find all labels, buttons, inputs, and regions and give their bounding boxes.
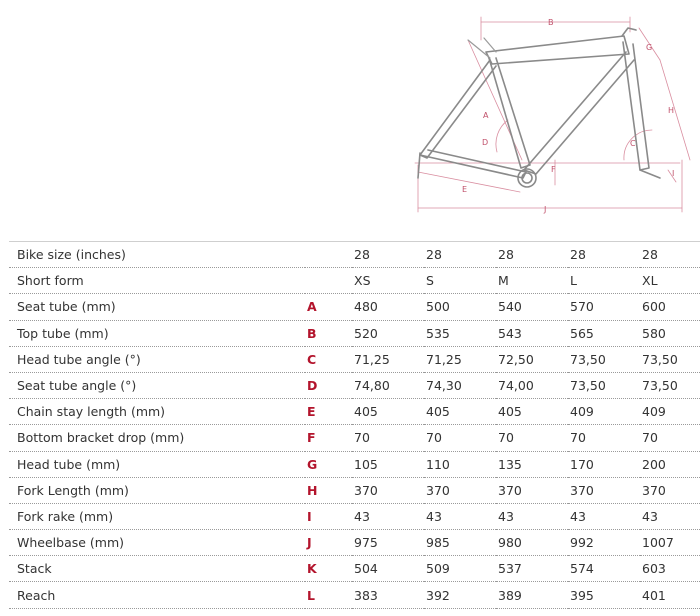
dim-label-a: A [483, 111, 489, 120]
row-label: Head tube (mm) [9, 451, 305, 477]
cell-value: 509 [424, 556, 496, 582]
cell-value: 401 [640, 582, 700, 608]
cell-value: 43 [568, 503, 640, 529]
row-label: Seat tube (mm) [9, 294, 305, 320]
row-code [305, 268, 352, 294]
cell-value: 73,50 [568, 346, 640, 372]
dim-label-f: F [551, 165, 556, 174]
table-row [9, 451, 700, 477]
dim-label-i: I [672, 169, 675, 178]
table-row [9, 530, 700, 556]
cell-value: 43 [496, 503, 568, 529]
row-code: F [305, 425, 352, 451]
table-row [9, 503, 700, 529]
cell-value: 43 [352, 503, 424, 529]
cell-value: 574 [568, 556, 640, 582]
row-label: Stack [9, 556, 305, 582]
cell-value: 409 [568, 399, 640, 425]
geometry-table-body [9, 242, 700, 609]
cell-value: 72,50 [496, 346, 568, 372]
cell-value: 70 [568, 425, 640, 451]
cell-value: 405 [424, 399, 496, 425]
row-code: C [305, 346, 352, 372]
cell-value: 600 [640, 294, 700, 320]
cell-value: 71,25 [424, 346, 496, 372]
row-label: Fork Length (mm) [9, 477, 305, 503]
dim-label-e: E [462, 185, 468, 194]
row-code: J [305, 530, 352, 556]
row-code: E [305, 399, 352, 425]
cell-value: 504 [352, 556, 424, 582]
cell-value: 370 [568, 477, 640, 503]
table-row [9, 582, 700, 608]
cell-value: 28 [496, 242, 568, 268]
row-code: A [305, 294, 352, 320]
cell-value: 370 [640, 477, 700, 503]
cell-value: 980 [496, 530, 568, 556]
cell-value: 70 [640, 425, 700, 451]
cell-value: 405 [496, 399, 568, 425]
row-label: Bottom bracket drop (mm) [9, 425, 305, 451]
cell-value: S [424, 268, 496, 294]
cell-value: XL [640, 268, 700, 294]
row-code: G [305, 451, 352, 477]
row-code: H [305, 477, 352, 503]
cell-value: 70 [352, 425, 424, 451]
cell-value: 74,30 [424, 372, 496, 398]
table-row [9, 425, 700, 451]
table-row [9, 477, 700, 503]
cell-value: 370 [352, 477, 424, 503]
table-row [9, 320, 700, 346]
cell-value: 480 [352, 294, 424, 320]
row-label: Chain stay length (mm) [9, 399, 305, 425]
cell-value: 535 [424, 320, 496, 346]
cell-value: 28 [352, 242, 424, 268]
cell-value: 580 [640, 320, 700, 346]
cell-value: 1007 [640, 530, 700, 556]
row-label: Bike size (inches) [9, 242, 305, 268]
dim-label-g: G [646, 43, 653, 52]
row-code: D [305, 372, 352, 398]
cell-value: 370 [424, 477, 496, 503]
cell-value: 71,25 [352, 346, 424, 372]
cell-value: 70 [496, 425, 568, 451]
dim-label-h: H [668, 106, 675, 115]
cell-value: 135 [496, 451, 568, 477]
cell-value: 105 [352, 451, 424, 477]
cell-value: 200 [640, 451, 700, 477]
cell-value: 409 [640, 399, 700, 425]
seat-post [468, 38, 496, 58]
cell-value: 520 [352, 320, 424, 346]
row-code: L [305, 582, 352, 608]
cell-value: 975 [352, 530, 424, 556]
cell-value: 389 [496, 582, 568, 608]
frame-geometry-diagram [0, 0, 700, 235]
row-label: Head tube angle (°) [9, 346, 305, 372]
row-label: Short form [9, 268, 305, 294]
geometry-table [9, 241, 700, 609]
cell-value: 543 [496, 320, 568, 346]
table-row [9, 372, 700, 398]
dim-label-b: B [548, 18, 554, 27]
row-label: Reach [9, 582, 305, 608]
cell-value: 110 [424, 451, 496, 477]
cell-value: 28 [640, 242, 700, 268]
cell-value: 985 [424, 530, 496, 556]
cell-value: 28 [568, 242, 640, 268]
row-label: Top tube (mm) [9, 320, 305, 346]
row-code: B [305, 320, 352, 346]
row-label: Seat tube angle (°) [9, 372, 305, 398]
cell-value: 43 [424, 503, 496, 529]
cell-value: 395 [568, 582, 640, 608]
cell-value: 570 [568, 294, 640, 320]
table-row [9, 268, 700, 294]
dim-label-j: J [544, 205, 547, 214]
cell-value: 70 [424, 425, 496, 451]
cell-value: 565 [568, 320, 640, 346]
dim-label-c: C [630, 139, 636, 148]
table-row [9, 294, 700, 320]
cell-value: 603 [640, 556, 700, 582]
cell-value: 43 [640, 503, 700, 529]
cell-value: 73,50 [640, 372, 700, 398]
cell-value: M [496, 268, 568, 294]
cell-value: 383 [352, 582, 424, 608]
dim-label-d: D [482, 138, 489, 147]
cell-value: L [568, 268, 640, 294]
row-code: K [305, 556, 352, 582]
row-label: Wheelbase (mm) [9, 530, 305, 556]
cell-value: 392 [424, 582, 496, 608]
cell-value: 500 [424, 294, 496, 320]
table-row [9, 399, 700, 425]
cell-value: 170 [568, 451, 640, 477]
cell-value: 992 [568, 530, 640, 556]
cell-value: 405 [352, 399, 424, 425]
cell-value: 540 [496, 294, 568, 320]
cell-value: 74,80 [352, 372, 424, 398]
cell-value: XS [352, 268, 424, 294]
row-code [305, 242, 352, 268]
cell-value: 370 [496, 477, 568, 503]
cell-value: 537 [496, 556, 568, 582]
table-row [9, 556, 700, 582]
cell-value: 74,00 [496, 372, 568, 398]
table-row [9, 242, 700, 268]
row-code: I [305, 503, 352, 529]
cell-value: 28 [424, 242, 496, 268]
row-label: Fork rake (mm) [9, 503, 305, 529]
cell-value: 73,50 [640, 346, 700, 372]
table-row [9, 346, 700, 372]
cell-value: 73,50 [568, 372, 640, 398]
